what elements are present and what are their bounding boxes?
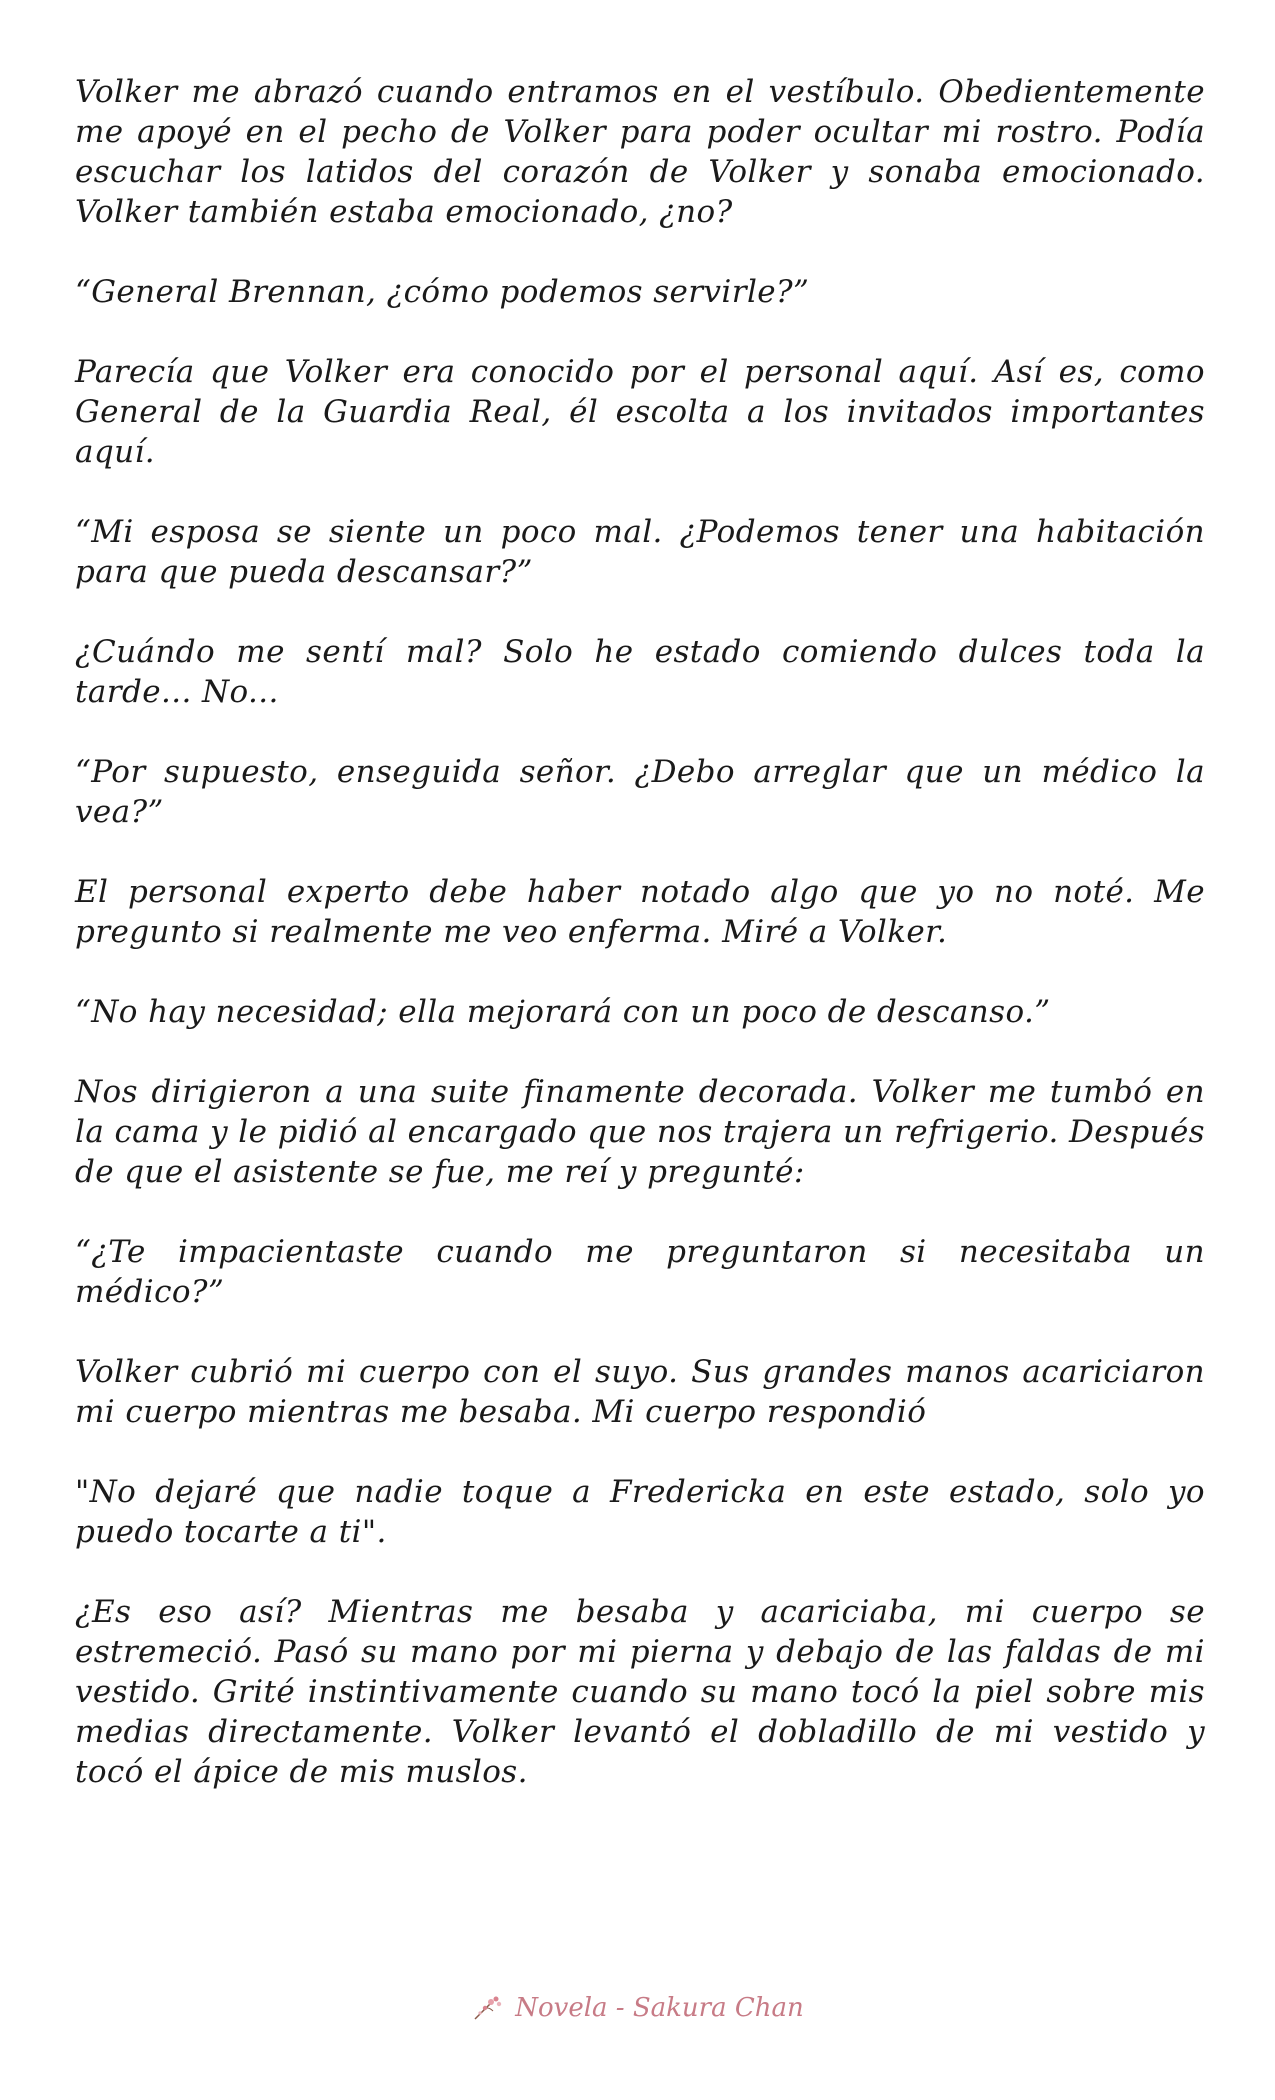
paragraph: ¿Es eso así? Mientras me besaba y acariciaba, mi cuerpo se estremeció. Pasó su mano por mi pierna y debajo de las faldas de mi vestido. Grité instintivamente cuando su mano tocó la piel sobre mis medias directamente. Volker levantó el dobladillo de mi vestido y tocó el ápice de mis muslos. <box>75 1594 1205 1790</box>
footer-watermark <box>0 1993 1275 2030</box>
document-body <box>75 72 1205 1832</box>
paragraph: "No dejaré que nadie toque a Fredericka en este estado, solo yo puedo tocarte a ti". <box>75 1474 1205 1550</box>
paragraph: Parecía que Volker era conocido por el personal aquí. Así es, como General de la Guardia Real, él escolta a los invitados importantes aquí. <box>75 354 1205 470</box>
sakura-flower-icon <box>471 1993 505 2023</box>
paragraph: “No hay necesidad; ella mejorará con un poco de descanso.” <box>75 994 1051 1030</box>
paragraph: “¿Te impacientaste cuando me preguntaron si necesitaba un médico?” <box>75 1234 1205 1310</box>
paragraph: “General Brennan, ¿cómo podemos servirle?” <box>75 274 810 310</box>
paragraph: ¿Cuándo me sentí mal? Solo he estado comiendo dulces toda la tarde... No... <box>75 634 1205 710</box>
paragraph: Nos dirigieron a una suite finamente decorada. Volker me tumbó en la cama y le pidió al encargado que nos trajera un refrigerio. Después de que el asistente se fue, me reí y pregunté: <box>75 1074 1205 1190</box>
footer-text: Novela - Sakura Chan <box>515 1993 804 2023</box>
paragraph: “Por supuesto, enseguida señor. ¿Debo arreglar que un médico la vea?” <box>75 754 1205 830</box>
paragraph: El personal experto debe haber notado algo que yo no noté. Me pregunto si realmente me veo enferma. Miré a Volker. <box>75 874 1205 950</box>
paragraph: “Mi esposa se siente un poco mal. ¿Podemos tener una habitación para que pueda descansar?” <box>75 514 1205 590</box>
paragraph: Volker cubrió mi cuerpo con el suyo. Sus grandes manos acariciaron mi cuerpo mientras me besaba. Mi cuerpo respondió <box>75 1354 1205 1430</box>
paragraph: Volker me abrazó cuando entramos en el vestíbulo. Obedientemente me apoyé en el pecho de Volker para poder ocultar mi rostro. Podía escuchar los latidos del corazón de Volker y sonaba emocionado. Volker también estaba emocionado, ¿no? <box>75 74 1205 230</box>
